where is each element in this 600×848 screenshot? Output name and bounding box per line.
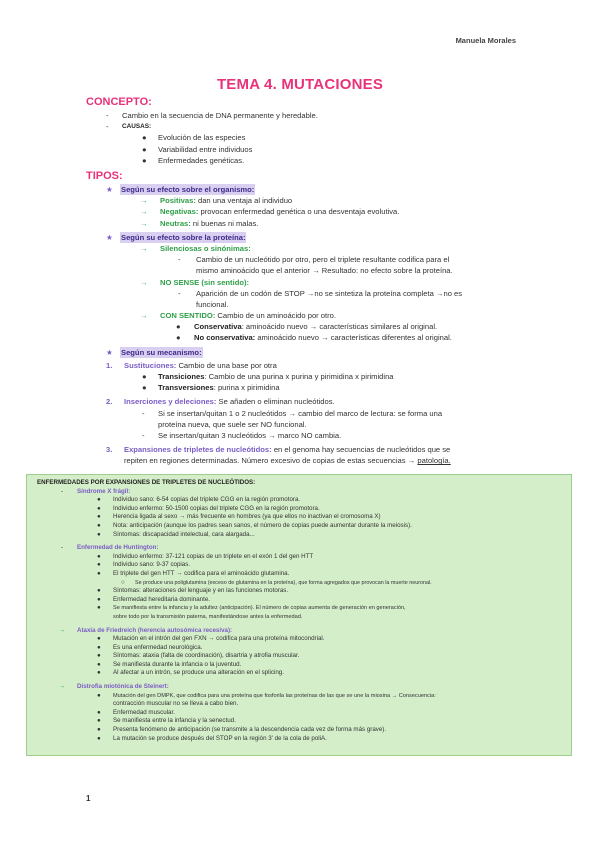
list-item: ● La mutación se produce después del STOP en la región 3' de la cola de poliA. [97, 734, 327, 742]
category-mecanismo: ★ Según su mecanismo: [106, 347, 202, 357]
list-item: ● Mutación en el intrón del gen FXN → codifica para una proteína mitocondrial. [97, 635, 325, 643]
disease-heading: → Ataxia de Friedreich (herencia autosómica recesiva): [59, 626, 233, 634]
list-item: - Si se insertan/quitan 1 o 2 nucleótidos → cambio del marco de lectura: se forma una [142, 408, 443, 418]
list-item: ● Individuo sano: 9-37 copias. [97, 561, 191, 569]
list-item: 3. Expansiones de tripletes de nucleótidos: en el genoma hay secuencias de nucleótidos que se [106, 445, 451, 455]
list-item: 2. Inserciones y deleciones: Se añaden o eliminan nucleótidos. [106, 397, 335, 407]
star-icon: ★ [106, 232, 113, 242]
list-item: ● Se manifiesta entre la infancia y la adultez (anticipación). El número de copias aumenta de generación en generación, [97, 604, 406, 612]
list-item: - Cambio de un nucleótido por otro, pero el triplete resultante codifica para el [178, 255, 450, 265]
list-item: ● Se manifiesta entre la infancia y la senectud. [97, 717, 236, 725]
disease-heading: - Enfermedad de Huntington: [61, 544, 159, 552]
list-item: ● Enfermedad hereditaria dominante. [97, 595, 210, 603]
list-item: ● Individuo enfermo: 50-1500 copias del triplete CGG en la región promotora. [97, 504, 320, 512]
star-icon: ★ [106, 347, 113, 357]
list-item: - CAUSAS: [106, 122, 152, 132]
list-item: ● Individuo enfermo: 37-121 copias de un triplete en el exón 1 del gen HTT [97, 552, 314, 560]
page-title: TEMA 4. MUTACIONES [216, 76, 384, 93]
list-item: 1. Sustituciones: Cambio de una base por otra [106, 360, 277, 370]
arrow-icon: → [140, 311, 148, 321]
list-item: → Neutras: ni buenas ni malas. [140, 218, 259, 228]
list-item: ● Presenta fenómeno de anticipación (se transmite a la descendencia cada vez de forma más grave). [97, 726, 387, 734]
list-item: - Aparición de un codón de STOP →no se sintetiza la proteína completa →no es [178, 288, 463, 298]
list-item: ○ Se produce una poliglutamina (exceso de glutamina en la proteína), que forma agregados que provocan la muerte neuronal. [121, 578, 432, 586]
list-item: ● Síntomas: ataxia (falta de coordinación), disartria y atrofia muscular. [97, 652, 300, 660]
arrow-icon: → [140, 277, 148, 287]
list-item: ● Conservativa: aminoácido nuevo → características similares al original. [176, 322, 438, 332]
list-item: ● Al afectar a un intrón, se produce una alteración en el splicing. [97, 669, 284, 677]
list-item: ● Es una enfermedad neurológica. [97, 643, 203, 651]
category-proteina: ★ Según su efecto sobre la proteína: [106, 232, 246, 242]
list-item: → Silenciosas o sinónimas: [140, 243, 251, 253]
tipos-heading: TIPOS: [86, 170, 123, 182]
list-item: ● Individuo sano: 6-54 copias del triplete CGG en la región promotora. [97, 496, 301, 504]
tipos-block: ★ Según su efecto sobre el organismo: → Positivas: dan una ventaja al individuo → Negativas: provocan enfermedad genética o una desventaja evolutiva. → Neutras: ni buenas ni malas. ★ Según su efecto sobre la proteína: → Silenciosas o sinónimas: - Cambio de un nucleótido por otro, pero el triplete resultante codifica para el mismo aminoácido que el anterior → Resultado: no efecto sobre la proteína. → NO SENSE (sin sentido): - Aparición de un codón de STOP →no se sintetiza la proteína completa →no es funcional. → CON SENTIDO: Cambio de un aminoácido por otro. ● Conservativa: aminoácido nuevo → características similares al original. ● No conservativa: aminoácido nuevo → características diferentes al original. ★ Según su mecanismo: 1. Sustituciones: Cambio de una base por otra ● Transiciones: Cambio de una purina x purina y pirimidina x pirimidina ● Transversiones: purina x pirimidina 2. Inserciones y deleciones: Se añaden o eliminan nucleótidos. - Si se insertan/quitan 1 o 2 nucleótidos → cambio del marco de lectura: se forma una proteína nueva, que suele ser NO funcional. - Se insertan/quitan 3 nucleótidos → marco NO cambia. 3. Expansiones de tripletes de nucleótidos: en el genoma hay secuencias de nucleótidos que se repiten en regiones determinadas. Número excesivo de copias de estas secuencias → patología. [0, 184, 600, 467]
concepto-block [0, 110, 600, 166]
arrow-icon: → [140, 207, 148, 217]
list-item: ● Síntomas: discapacidad intelectual, cara alargada... [97, 530, 255, 538]
list-item: ● Se manifiesta durante la infancia o la juventud. [97, 660, 242, 668]
list-item: ● Enfermedad muscular. [97, 708, 175, 716]
list-item: - Cambio en la secuencia de DNA permanente y heredable. [106, 111, 318, 120]
list-item: ● Variabilidad entre individuos [142, 144, 253, 154]
list-item: ● Herencia ligada al sexo → más frecuente en hombres (ya que ellos no inactivan el cromosoma X) [97, 513, 381, 521]
list-item: → Positivas: dan una ventaja al individuo [140, 196, 293, 206]
list-item: ● Mutación del gen DMPK, que codifica para una proteína que fosforila las proteínas de las que se une la miosina → Consecuencia: [97, 691, 436, 699]
star-icon: ★ [106, 185, 113, 194]
list-item: → NO SENSE (sin sentido): [140, 277, 250, 287]
arrow-icon: → [140, 196, 148, 206]
arrow-icon: → [140, 243, 148, 253]
list-item: - Se insertan/quitan 3 nucleótidos → marco NO cambia. [142, 430, 342, 440]
box-title: ENFERMEDADES POR EXPANSIONES DE TRIPLETES DE NUCLEÓTIDOS: [37, 479, 256, 486]
list-item: ● Transversiones: purina x pirimidina [142, 383, 280, 393]
list-item: ● Síntomas: alteraciones del lenguaje y en las funciones motoras. [97, 587, 289, 595]
arrow-icon: → [140, 218, 148, 228]
category-organismo: ★ Según su efecto sobre el organismo: [106, 185, 255, 194]
list-item: ● Evolución de las especies [142, 133, 246, 143]
list-item: ● Transiciones: Cambio de una purina x purina y pirimidina x pirimidina [142, 372, 394, 381]
list-item: ● No conservativa: aminoácido nuevo → características diferentes al original. [176, 333, 452, 343]
author-name: Manuela Morales [455, 36, 516, 45]
diseases-box: ENFERMEDADES POR EXPANSIONES DE TRIPLETES DE NUCLEÓTIDOS: - Síndrome X frágil: ● Individuo sano: 6-54 copias del triplete CGG en la región promotora. ● Individuo enfermo: 50-1500 copias del triplete CGG en la región promotora. ● Herencia ligada al sexo → más frecuente en hombres (ya que ellos no inactivan el cromosoma X) ● Nota: anticipación (aunque los padres sean sanos, el número de copias puede aumentar durante la meiosis). ● Síntomas: discapacidad intelectual, cara alargada... - Enfermedad de Huntington: ● Individuo enfermo: 37-121 copias de un triplete en el exón 1 del gen HTT ● Individuo sano: 9-37 copias. ● El triplete del gen HTT → codifica para el aminoácido glutamina. ○ Se produce una poliglutamina (exceso de glutamina en la proteína), que forma agregados que provocan la muerte neuronal. ● Síntomas: alteraciones del lenguaje y en las funciones motoras. ● Enfermedad hereditaria dominante. ● Se manifiesta entre la infancia y la adultez (anticipación). El número de copias aumenta de generación en generación, sobre todo por la transmisión paterna, manifestándose antes la enfermedad. → Ataxia de Friedreich (herencia autosómica recesiva): ● Mutación en el intrón del gen FXN → codifica para una proteína mitocondrial. ● Es una enfermedad neurológica. ● Síntomas: ataxia (falta de coordinación), disartria y atrofia muscular. ● Se manifiesta durante la infancia o la juventud. ● Al afectar a un intrón, se produce una alteración en el splicing. → Distrofia miotónica de Steinert: ● Mutación del gen DMPK, que codifica para una proteína que fosforila las proteínas de las que se une la miosina → Consecuencia: contracción muscular no se lleva a cabo bien. ● Enfermedad muscular. ● Se manifiesta entre la infancia y la senectud. ● Presenta fenómeno de anticipación (se transmite a la descendencia cada vez de forma más grave). ● La mutación se produce después del STOP en la región 3' de la cola de poliA. [26, 474, 572, 756]
list-item: ● El triplete del gen HTT → codifica para el aminoácido glutamina. [97, 569, 290, 577]
disease-heading: → Distrofia miotónica de Steinert: [59, 683, 169, 691]
disease-heading: - Síndrome X frágil: [61, 487, 131, 495]
list-item: ● Enfermedades genéticas. [142, 155, 245, 165]
list-item: ● Nota: anticipación (aunque los padres sean sanos, el número de copias puede aumentar durante la meiosis). [97, 521, 412, 529]
list-item: → Negativas: provocan enfermedad genética o una desventaja evolutiva. [140, 207, 400, 217]
list-item: → CON SENTIDO: Cambio de un aminoácido por otro. [140, 311, 337, 321]
page-number: 1 [86, 794, 91, 803]
concepto-heading: CONCEPTO: [86, 96, 152, 108]
